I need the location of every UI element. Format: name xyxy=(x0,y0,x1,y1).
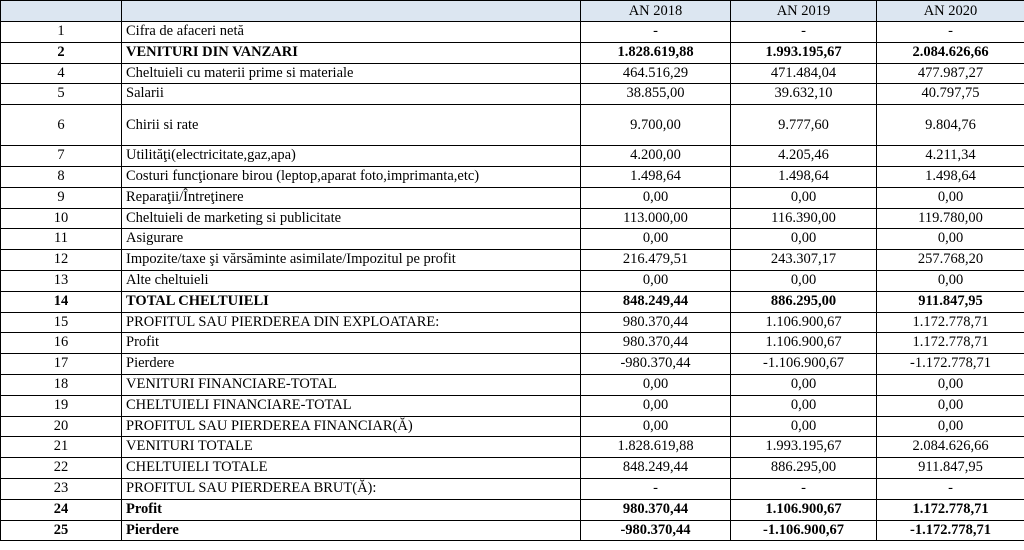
value-cell-2019: 1.993.195,67 xyxy=(731,42,877,63)
row-label-cell: Salarii xyxy=(122,84,581,105)
header-year-2018: AN 2018 xyxy=(581,1,731,22)
row-label-cell: Asigurare xyxy=(122,229,581,250)
row-number-cell: 8 xyxy=(1,166,122,187)
value-cell-2019: - xyxy=(731,22,877,43)
header-year-2020: AN 2020 xyxy=(877,1,1024,22)
value-cell-2020: 0,00 xyxy=(877,229,1024,250)
table-row xyxy=(1,374,1024,395)
row-label-cell: Costuri funcţionare birou (leptop,aparat foto,imprimanta,etc) xyxy=(122,166,581,187)
value-cell-2018: 0,00 xyxy=(581,187,731,208)
value-cell-2018: 848.249,44 xyxy=(581,458,731,479)
table-row xyxy=(1,42,1024,63)
value-cell-2019: 0,00 xyxy=(731,374,877,395)
value-cell-2020: -1.172.778,71 xyxy=(877,520,1024,541)
value-cell-2018: 0,00 xyxy=(581,416,731,437)
table-row xyxy=(1,354,1024,375)
value-cell-2020: 40.797,75 xyxy=(877,84,1024,105)
value-cell-2020: - xyxy=(877,22,1024,43)
header-row xyxy=(1,1,1024,22)
row-number-cell: 25 xyxy=(1,520,122,541)
table-row xyxy=(1,478,1024,499)
table-row xyxy=(1,166,1024,187)
value-cell-2018: 0,00 xyxy=(581,270,731,291)
row-number-cell: 7 xyxy=(1,146,122,167)
value-cell-2018: -980.370,44 xyxy=(581,354,731,375)
table-row xyxy=(1,22,1024,43)
row-number-cell: 4 xyxy=(1,63,122,84)
value-cell-2020: 0,00 xyxy=(877,270,1024,291)
value-cell-2018: 980.370,44 xyxy=(581,499,731,520)
header-label-cell xyxy=(122,1,581,22)
value-cell-2018: 38.855,00 xyxy=(581,84,731,105)
table-row xyxy=(1,187,1024,208)
value-cell-2020: 2.084.626,66 xyxy=(877,42,1024,63)
row-number-cell: 20 xyxy=(1,416,122,437)
value-cell-2019: 1.993.195,67 xyxy=(731,437,877,458)
value-cell-2020: 257.768,20 xyxy=(877,250,1024,271)
row-label-cell: Impozite/taxe şi vărsăminte asimilate/Impozitul pe profit xyxy=(122,250,581,271)
value-cell-2018: 848.249,44 xyxy=(581,291,731,312)
value-cell-2018: 216.479,51 xyxy=(581,250,731,271)
row-number-cell: 21 xyxy=(1,437,122,458)
value-cell-2019: 116.390,00 xyxy=(731,208,877,229)
value-cell-2018: 1.498,64 xyxy=(581,166,731,187)
value-cell-2019: 9.777,60 xyxy=(731,105,877,146)
row-label-cell: CHELTUIELI TOTALE xyxy=(122,458,581,479)
value-cell-2020: 0,00 xyxy=(877,374,1024,395)
table-row xyxy=(1,270,1024,291)
row-number-cell: 5 xyxy=(1,84,122,105)
table-row xyxy=(1,458,1024,479)
value-cell-2018: - xyxy=(581,22,731,43)
value-cell-2019: -1.106.900,67 xyxy=(731,520,877,541)
value-cell-2018: 1.828.619,88 xyxy=(581,42,731,63)
table-row xyxy=(1,333,1024,354)
value-cell-2019: 886.295,00 xyxy=(731,291,877,312)
value-cell-2020: 4.211,34 xyxy=(877,146,1024,167)
value-cell-2019: 886.295,00 xyxy=(731,458,877,479)
table-row xyxy=(1,520,1024,541)
value-cell-2018: 9.700,00 xyxy=(581,105,731,146)
row-number-cell: 15 xyxy=(1,312,122,333)
value-cell-2019: 0,00 xyxy=(731,229,877,250)
row-label-cell: PROFITUL SAU PIERDEREA BRUT(Ă): xyxy=(122,478,581,499)
value-cell-2018: 980.370,44 xyxy=(581,312,731,333)
table-row xyxy=(1,499,1024,520)
value-cell-2019: 0,00 xyxy=(731,270,877,291)
header-number-cell xyxy=(1,1,122,22)
row-number-cell: 19 xyxy=(1,395,122,416)
value-cell-2019: 471.484,04 xyxy=(731,63,877,84)
value-cell-2020: 911.847,95 xyxy=(877,458,1024,479)
table-row xyxy=(1,416,1024,437)
row-label-cell: VENITURI TOTALE xyxy=(122,437,581,458)
row-label-cell: VENITURI DIN VANZARI xyxy=(122,42,581,63)
value-cell-2020: 1.172.778,71 xyxy=(877,333,1024,354)
value-cell-2019: 0,00 xyxy=(731,416,877,437)
header-year-2019: AN 2019 xyxy=(731,1,877,22)
value-cell-2019: 4.205,46 xyxy=(731,146,877,167)
row-number-cell: 13 xyxy=(1,270,122,291)
row-label-cell: Cifra de afaceri netă xyxy=(122,22,581,43)
row-label-cell: Alte cheltuieli xyxy=(122,270,581,291)
value-cell-2018: 0,00 xyxy=(581,395,731,416)
value-cell-2019: 1.106.900,67 xyxy=(731,333,877,354)
row-number-cell: 23 xyxy=(1,478,122,499)
value-cell-2018: 980.370,44 xyxy=(581,333,731,354)
row-label-cell: VENITURI FINANCIARE-TOTAL xyxy=(122,374,581,395)
value-cell-2020: 119.780,00 xyxy=(877,208,1024,229)
value-cell-2020: - xyxy=(877,478,1024,499)
table-row xyxy=(1,250,1024,271)
value-cell-2019: 39.632,10 xyxy=(731,84,877,105)
row-label-cell: Utilităţi(electricitate,gaz,apa) xyxy=(122,146,581,167)
value-cell-2019: 243.307,17 xyxy=(731,250,877,271)
row-number-cell: 17 xyxy=(1,354,122,375)
value-cell-2019: -1.106.900,67 xyxy=(731,354,877,375)
row-label-cell: Cheltuieli cu materii prime si materiale xyxy=(122,63,581,84)
row-label-cell: Profit xyxy=(122,333,581,354)
value-cell-2018: 464.516,29 xyxy=(581,63,731,84)
value-cell-2020: 0,00 xyxy=(877,187,1024,208)
value-cell-2020: 9.804,76 xyxy=(877,105,1024,146)
value-cell-2019: 1.498,64 xyxy=(731,166,877,187)
row-label-cell: Cheltuieli de marketing si publicitate xyxy=(122,208,581,229)
value-cell-2018: 4.200,00 xyxy=(581,146,731,167)
value-cell-2019: - xyxy=(731,478,877,499)
table-row xyxy=(1,291,1024,312)
value-cell-2018: 1.828.619,88 xyxy=(581,437,731,458)
row-number-cell: 1 xyxy=(1,22,122,43)
row-label-cell: Chirii si rate xyxy=(122,105,581,146)
value-cell-2020: 1.498,64 xyxy=(877,166,1024,187)
table-row xyxy=(1,84,1024,105)
row-label-cell: CHELTUIELI FINANCIARE-TOTAL xyxy=(122,395,581,416)
row-label-cell: Pierdere xyxy=(122,520,581,541)
table-row xyxy=(1,229,1024,250)
value-cell-2020: -1.172.778,71 xyxy=(877,354,1024,375)
row-number-cell: 14 xyxy=(1,291,122,312)
value-cell-2018: - xyxy=(581,478,731,499)
value-cell-2019: 0,00 xyxy=(731,395,877,416)
value-cell-2019: 1.106.900,67 xyxy=(731,499,877,520)
value-cell-2020: 2.084.626,66 xyxy=(877,437,1024,458)
value-cell-2020: 1.172.778,71 xyxy=(877,499,1024,520)
row-label-cell: Reparaţii/Întreţinere xyxy=(122,187,581,208)
row-label-cell: Pierdere xyxy=(122,354,581,375)
value-cell-2020: 0,00 xyxy=(877,395,1024,416)
table-row xyxy=(1,146,1024,167)
value-cell-2018: -980.370,44 xyxy=(581,520,731,541)
row-number-cell: 11 xyxy=(1,229,122,250)
value-cell-2020: 1.172.778,71 xyxy=(877,312,1024,333)
value-cell-2019: 0,00 xyxy=(731,187,877,208)
row-number-cell: 2 xyxy=(1,42,122,63)
row-number-cell: 10 xyxy=(1,208,122,229)
table-row xyxy=(1,395,1024,416)
row-label-cell: PROFITUL SAU PIERDEREA DIN EXPLOATARE: xyxy=(122,312,581,333)
row-number-cell: 22 xyxy=(1,458,122,479)
table-row xyxy=(1,208,1024,229)
row-number-cell: 24 xyxy=(1,499,122,520)
table-row xyxy=(1,437,1024,458)
row-number-cell: 18 xyxy=(1,374,122,395)
value-cell-2018: 113.000,00 xyxy=(581,208,731,229)
row-number-cell: 9 xyxy=(1,187,122,208)
value-cell-2020: 477.987,27 xyxy=(877,63,1024,84)
row-number-cell: 12 xyxy=(1,250,122,271)
row-number-cell: 6 xyxy=(1,105,122,146)
value-cell-2020: 0,00 xyxy=(877,416,1024,437)
value-cell-2018: 0,00 xyxy=(581,374,731,395)
table-row xyxy=(1,63,1024,84)
table-row xyxy=(1,105,1024,146)
value-cell-2020: 911.847,95 xyxy=(877,291,1024,312)
row-label-cell: PROFITUL SAU PIERDEREA FINANCIAR(Ă) xyxy=(122,416,581,437)
row-number-cell: 16 xyxy=(1,333,122,354)
row-label-cell: TOTAL CHELTUIELI xyxy=(122,291,581,312)
value-cell-2019: 1.106.900,67 xyxy=(731,312,877,333)
value-cell-2018: 0,00 xyxy=(581,229,731,250)
row-label-cell: Profit xyxy=(122,499,581,520)
table-row xyxy=(1,312,1024,333)
